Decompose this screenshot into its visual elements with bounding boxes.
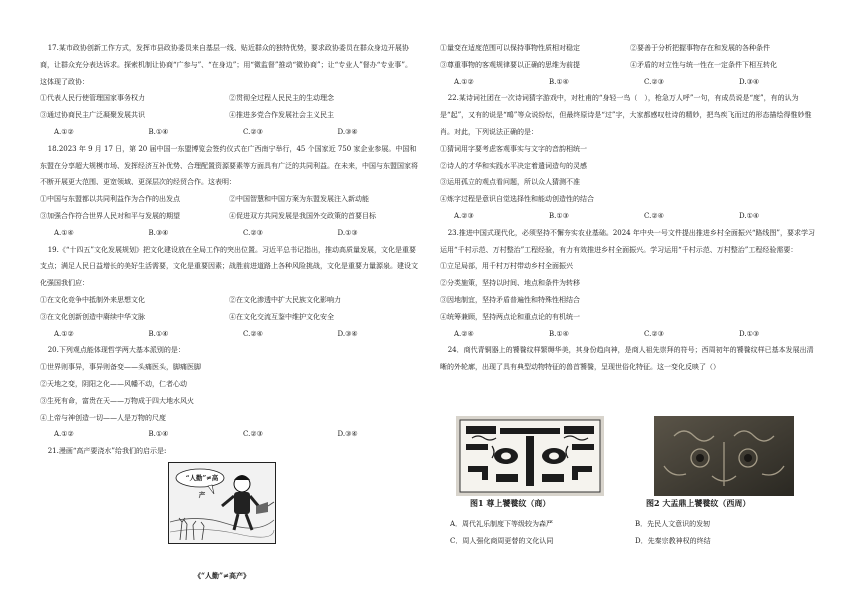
q18-option-d: D.①③: [337, 228, 358, 237]
q17-option-a: A.①②: [54, 127, 74, 136]
q21-option-b: B.①④: [549, 77, 569, 86]
q19-option-a: A.①②: [54, 329, 74, 338]
q18-option-a: A.①④: [54, 228, 74, 237]
q21-stem: 21.漫画“高产要浇水”给我们的启示是:: [47, 447, 167, 456]
q19-items-row1: [40, 292, 418, 309]
q21-option-c: C.②③: [644, 77, 664, 86]
q23-item-2: ②分类施策，坚持以时间、地点和条件为转移: [440, 279, 580, 288]
q19-item-3: ③在文化创新创造中赓续中华文脉: [40, 312, 145, 321]
q17-item-1: ①代表人民行使管理国家事务权力: [40, 94, 145, 103]
q23-item-1: ①立足局部，用千村万村带动乡村全面振兴: [440, 262, 573, 271]
q24-options-row1: [450, 516, 820, 533]
q22-item-4: ④炼字过程是意识自觉选择性和能动创造性的结合: [440, 195, 594, 204]
q19-item-4: ④在文化交流互鉴中维护文化安全: [229, 312, 334, 321]
q21-item-1: ①量变在适度范围可以保持事物性质相对稳定: [440, 44, 580, 52]
q22-stem: 22.某诗词社团在一次诗词猜字游戏中，对杜甫的“身轻一鸟（ ），枪急万人呼”一句，有成员说是“度”，有的认为是“起”，又有的说是“鴄”等众说纷纭，但最终原诗是“过”字，大家都感叹杜诗的精妙，把鸟疾飞而过的形态描绘得惟妙惟肖。对此，下列说法正确的是：: [440, 94, 812, 136]
q23-options: [440, 326, 820, 343]
q20-stem: 20.下列观点能体现哲学两大基本派别的是：: [47, 346, 185, 355]
q18-item-3: ③加强合作符合世界人民对和平与发展的期望: [40, 211, 180, 220]
q22-options: [440, 208, 820, 225]
q22-option-c: C.②④: [644, 211, 664, 220]
q22-item-3: ③运用孤立的观点看问题，所以众人猜测不准: [440, 178, 580, 187]
q22-option-d: D.①④: [739, 211, 760, 220]
q23-option-b: B.①④: [549, 329, 569, 338]
q19-items-row2: [40, 309, 418, 326]
q24-option-a: A．周代礼乐制度下等级较为森严: [450, 520, 554, 528]
q19-stem: 19.《“十四五”文化发展规划》把文化建设放在全局工作的突出位置。习近平总书记指出，推动高质量发展，文化是重要支点；满足人民日益增长的美好生活需要，文化是重要因素；战胜前进道路上各种风险挑战，文化是重要力量源泉。建设文化强国我们应：: [40, 245, 418, 288]
q22-item-2: ②诗人的才华和实践水平决定着遣词造句的灵感: [440, 161, 587, 170]
q17-item-3: ③通过协商民主广泛凝聚发展共识: [40, 111, 145, 120]
right-column: [440, 40, 820, 376]
q22-option-b: B.①③: [549, 211, 569, 220]
q18-items-row2: [40, 208, 418, 225]
q18-options: [40, 225, 418, 242]
q19-options: [40, 326, 418, 343]
q18-items-row1: [40, 191, 418, 208]
q17-items-row2: [40, 107, 418, 124]
q17-item-2: ②贯彻全过程人民民主的生动理念: [229, 94, 334, 103]
left-column: [40, 40, 418, 582]
q24-option-c: C．周人强化商周更替的文化认同: [450, 536, 554, 545]
q23-option-a: A.②④: [454, 329, 474, 338]
cartoon-illustration: [168, 462, 276, 582]
cartoon-bubble-text: “人勤”≠高产: [185, 473, 219, 499]
q19-item-1: ①在文化竞争中抵制外来思想文化: [40, 295, 145, 304]
q23-option-c: C.②③: [644, 329, 664, 338]
q23-item-3: ③因地制宜，坚持矛盾普遍性和特殊性相结合: [440, 295, 580, 304]
fig2-caption: 图2 大盂鼎上饕餮纹（西周）: [646, 498, 751, 508]
q17-stem: 17.某市政协创新工作方式，发挥市县政协委员来自基层一线、贴近群众的独特优势，要求政协委员在群众身边开展协商，让群众充分表达诉求。探索机制让协商“广参与”、“在身边”；用“微监督”推动“微协商”；让“专业人”督办“专业事”。这体现了政协：: [40, 44, 412, 86]
q19-option-c: C.②④: [243, 329, 263, 338]
q24-options-row2: [450, 533, 820, 550]
q21-items-row2: [440, 57, 820, 74]
q20-item-1: ①世界则事异，事异则备变——头痛医头，脚痛医脚: [40, 363, 201, 372]
q18-item-1: ①中国与东盟都以共同利益作为合作的出发点: [40, 195, 180, 204]
q19-option-d: D.③④: [337, 329, 358, 338]
q24-figures: [456, 416, 822, 526]
q23-stem: 23.推进中国式现代化，必须坚持不懈夯实农业基础。2024 年中央一号文件提出推进乡村全面振兴“路线图”，要求学习运用“千村示范、万村整治”工程经验，有力有效推进乡村全面振兴。学习运用“千村示范、万村整治”工程经验需要：: [440, 228, 816, 254]
q17-option-d: D.③④: [337, 127, 358, 136]
q20-item-4: ④上帝与神创造一切——人是万物的尺度: [40, 413, 166, 422]
q18-option-c: C.②③: [243, 228, 263, 237]
q21-options: [440, 74, 820, 91]
q20-option-d: D.③④: [337, 430, 358, 439]
q23-option-d: D.①③: [739, 329, 760, 338]
taotie-pattern-shang-image: [456, 416, 604, 496]
q17-option-b: B.①④: [148, 127, 169, 136]
q24-option-d: D．先秦宗教神权的终结: [635, 536, 711, 545]
q18-item-2: ②中国智慧和中国方案为东盟发展注入新动能: [229, 195, 369, 204]
q21-option-d: D.③④: [739, 77, 760, 86]
q23-item-4: ④统筹兼顾，坚持两点论和重点论的有机统一: [440, 312, 580, 321]
q20-item-3: ③生死有命，富贵在天——万物成于四大地水风火: [40, 396, 194, 405]
taotie-pattern-western-zhou-image: [654, 416, 794, 496]
fig1-caption: 图1 尊上饕餮纹（商）: [470, 498, 551, 508]
q17-items-row1: [40, 90, 418, 107]
q24-options: [450, 516, 820, 550]
q20-options: [40, 426, 418, 443]
q20-option-a: A.①②: [54, 430, 74, 439]
cartoon-caption: 《“人勤”≠高产》: [194, 570, 250, 580]
q21-item-3: ③尊重事物的客观规律要以正确的思维为前提: [440, 60, 580, 69]
q21-item-4: ④矛盾的对立性与统一性在一定条件下相互转化: [630, 60, 777, 69]
q18-item-4: ④促进双方共同发展是我国外交政策的首要目标: [229, 211, 376, 220]
q17-option-c: C.②③: [243, 127, 263, 136]
q18-option-b: B.③④: [148, 228, 169, 237]
q18-stem: 18.2023 年 9 月 17 日，第 20 届中国一东盟博览会签约仪式在广西南宁举行，45 个国家近 750 家企业参展。中国和东盟在分享超大规模市场、发挥经济互补优势、合理配置资源要素等方面具有广泛的共同利益。在未来，中国与东盟国家将不断开展更大范围、更宽领域、更深层次的经贸合作。这表明：: [40, 144, 418, 187]
q24-option-b: B．先民人文意识的发轫: [635, 520, 711, 528]
q21-item-2: ②要善于分析把握事物存在和发展的各种条件: [630, 44, 770, 52]
q20-option-b: B.①④: [148, 430, 169, 439]
q21-option-a: A.①②: [454, 77, 474, 86]
q20-option-c: C.②③: [243, 430, 263, 439]
q17-options: [40, 124, 418, 141]
q22-option-a: A.②③: [454, 211, 474, 220]
q19-item-2: ②在文化渗透中扩大民族文化影响力: [229, 295, 341, 304]
q22-item-1: ①猜词用字要考虑客观事实与文字的音韵相统一: [440, 144, 587, 153]
q17-item-4: ④推进多党合作发展社会主义民主: [229, 111, 334, 120]
q21-items-row1: [440, 40, 820, 57]
q19-option-b: B.①④: [148, 329, 169, 338]
q20-item-2: ②天地之变，阴阳之化——风幡不动，仁者心动: [40, 379, 187, 388]
q24-stem: 24．商代青铜器上的饕餮纹样繁缛华美，其身份趋向神，是商人祖先崇拜的符号；西周初年的饕餮纹样已基本发展出清晰的外轮廓，出现了具有典型动物特征的兽首饕餮，呈现世俗化特征。这一变化反映了（）: [440, 346, 814, 372]
